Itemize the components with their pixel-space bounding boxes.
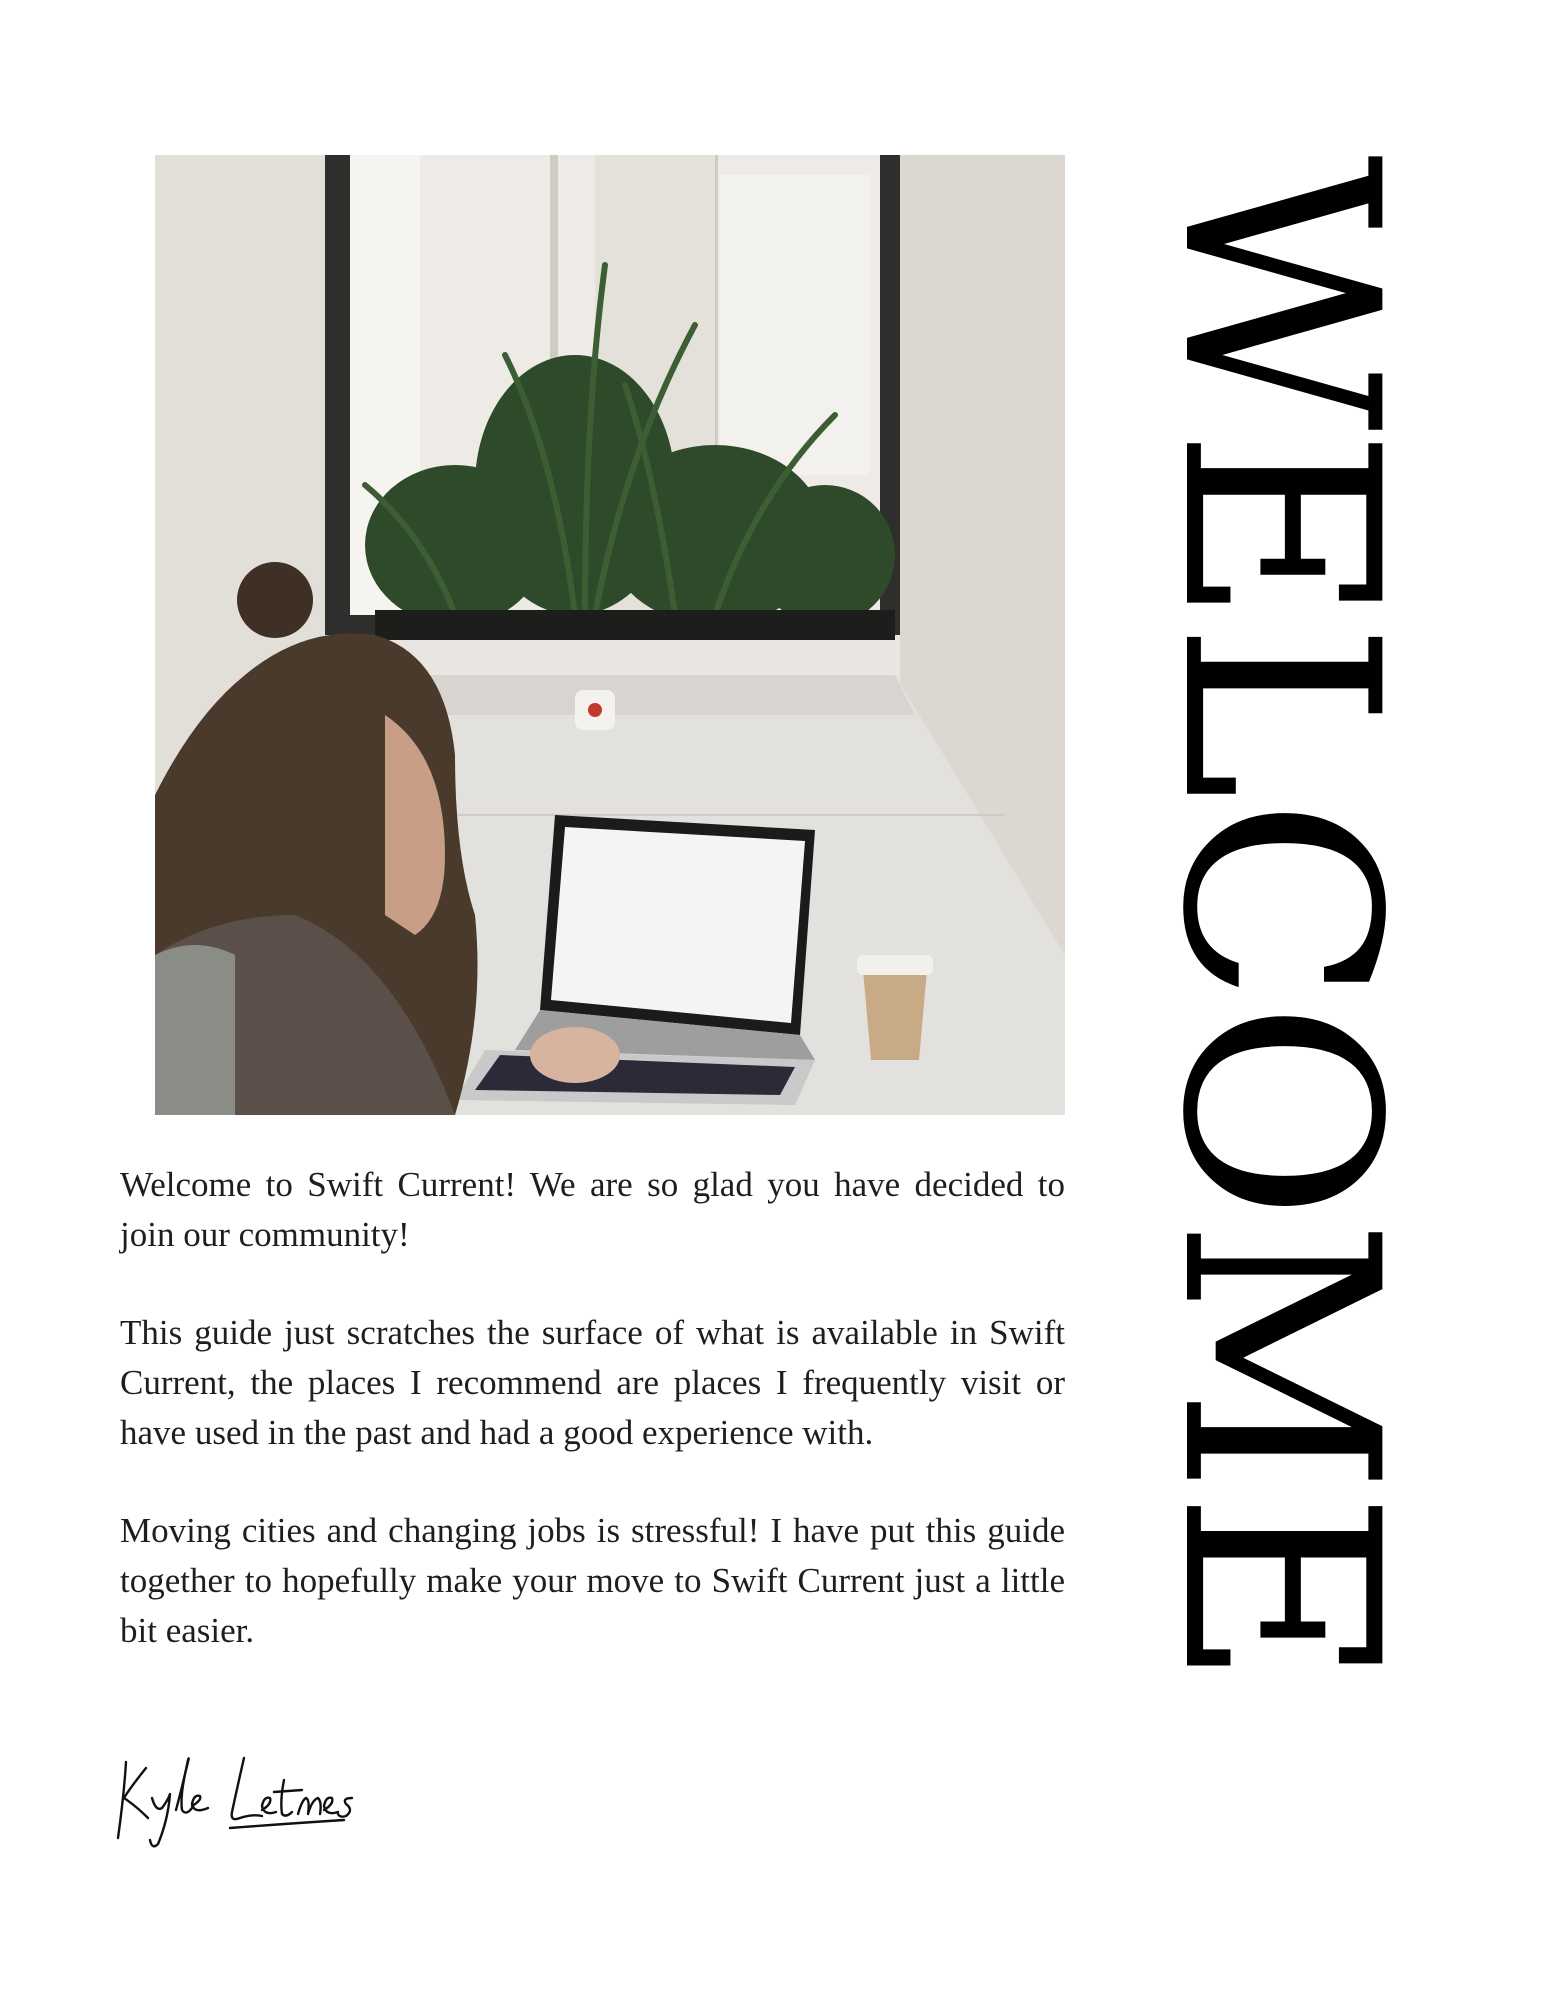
paragraph-guide: This guide just scratches the surface of what is available in Swift Current, the places I recommend are places I frequently visit or have used in the past and had a good experience with. <box>120 1313 1065 1452</box>
paragraph-moving: Moving cities and changing jobs is stressful! I have put this guide together to hopefully make your move to Swift Current just a little bit easier. <box>120 1511 1065 1650</box>
welcome-body <box>120 1160 1065 1704</box>
page-title-text: WELCOME <box>1123 155 1435 1685</box>
signature <box>112 1740 432 1850</box>
hero-photo <box>155 155 1065 1115</box>
page-title <box>1123 150 1435 1690</box>
paragraph-intro: Welcome to Swift Current! We are so glad you have decided to join our community! <box>120 1165 1065 1254</box>
